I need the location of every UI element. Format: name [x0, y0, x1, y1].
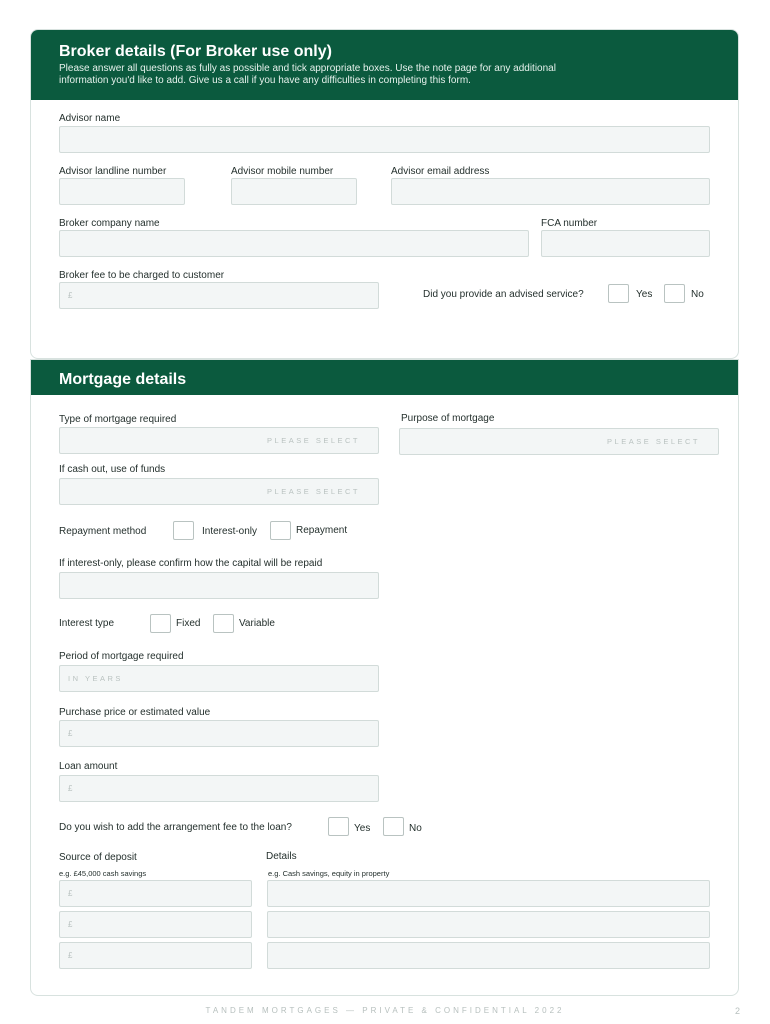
purpose-label: Purpose of mortgage	[401, 413, 495, 424]
arrangement-yes-label: Yes	[354, 823, 371, 834]
landline-field[interactable]	[59, 178, 185, 205]
deposit-source-label: Source of deposit	[59, 852, 137, 863]
arrangement-fee-label: Do you wish to add the arrangement fee to the loan?	[59, 822, 292, 833]
variable-label: Variable	[239, 618, 275, 629]
interest-only-label: Interest-only	[202, 526, 258, 537]
purchase-price-label: Purchase price or estimated value	[59, 707, 211, 718]
fee-field[interactable]: £	[59, 282, 379, 309]
details-label: Details	[266, 851, 297, 862]
deposit-amount-field-1[interactable]: £	[59, 880, 252, 907]
loan-amount-label: Loan amount	[59, 761, 118, 772]
mortgage-details-title: Mortgage details	[59, 371, 187, 388]
loan-amount-field[interactable]: £	[59, 775, 379, 802]
repayment-method-label: Repayment method	[59, 526, 147, 537]
fee-label: Broker fee to be charged to customer	[59, 270, 225, 281]
broker-details-title: Broker details (For Broker use only)	[59, 43, 332, 60]
company-field[interactable]	[59, 230, 529, 257]
repayment-option-label: Repayment	[296, 525, 348, 536]
footer-text: TANDEM MORTGAGES — PRIVATE & CONFIDENTIAL 2022	[205, 1006, 565, 1015]
details-hint: e.g. Cash savings, equity in property	[268, 869, 390, 878]
repayment-checkbox[interactable]	[270, 521, 291, 540]
cash-out-select[interactable]: PLEASE SELECT	[59, 478, 379, 505]
advised-no-checkbox[interactable]	[664, 284, 685, 303]
period-field[interactable]: IN YEARS	[59, 665, 379, 692]
arrangement-no-checkbox[interactable]	[383, 817, 404, 836]
interest-only-checkbox[interactable]	[173, 521, 194, 540]
period-label: Period of mortgage required	[59, 651, 184, 662]
advised-service-label: Did you provide an advised service?	[423, 289, 584, 300]
advised-yes-checkbox[interactable]	[608, 284, 629, 303]
capital-repaid-label: If interest-only, please confirm how the capital will be repaid	[59, 558, 323, 569]
deposit-source-hint: e.g. £45,000 cash savings	[59, 869, 147, 878]
interest-type-label: Interest type	[59, 618, 115, 629]
mortgage-type-select[interactable]: PLEASE SELECT	[59, 427, 379, 454]
purpose-select[interactable]: PLEASE SELECT	[399, 428, 719, 455]
deposit-amount-field-2[interactable]: £	[59, 911, 252, 938]
deposit-amount-field-3[interactable]: £	[59, 942, 252, 969]
fca-field[interactable]	[541, 230, 710, 257]
fixed-checkbox[interactable]	[150, 614, 171, 633]
broker-details-header	[31, 30, 738, 100]
cash-out-label: If cash out, use of funds	[59, 464, 166, 475]
company-label: Broker company name	[59, 218, 160, 229]
broker-intro-line-1: Please answer all questions as fully as possible and tick appropriate boxes. Use the note page for any additional	[59, 63, 556, 74]
arrangement-yes-checkbox[interactable]	[328, 817, 349, 836]
landline-label: Advisor landline number	[59, 166, 167, 177]
mortgage-type-label: Type of mortgage required	[59, 414, 177, 425]
email-label: Advisor email address	[391, 166, 490, 177]
advisor-name-field[interactable]	[59, 126, 710, 153]
fca-label: FCA number	[541, 218, 598, 229]
advised-no-label: No	[691, 289, 704, 300]
capital-repaid-field[interactable]	[59, 572, 379, 599]
purchase-price-field[interactable]: £	[59, 720, 379, 747]
arrangement-no-label: No	[409, 823, 422, 834]
fixed-label: Fixed	[176, 618, 201, 629]
advisor-name-label: Advisor name	[59, 113, 121, 124]
mobile-field[interactable]	[231, 178, 357, 205]
advised-yes-label: Yes	[636, 289, 653, 300]
deposit-details-field-1[interactable]	[267, 880, 710, 907]
variable-checkbox[interactable]	[213, 614, 234, 633]
mortgage-details-header	[31, 360, 738, 395]
mobile-label: Advisor mobile number	[231, 166, 334, 177]
email-field[interactable]	[391, 178, 710, 205]
deposit-details-field-3[interactable]	[267, 942, 710, 969]
broker-intro-line-2: information you'd like to add. Give us a call if you have any difficulties in completing this form.	[59, 75, 471, 86]
page-number: 2	[734, 1006, 740, 1016]
deposit-details-field-2[interactable]	[267, 911, 710, 938]
